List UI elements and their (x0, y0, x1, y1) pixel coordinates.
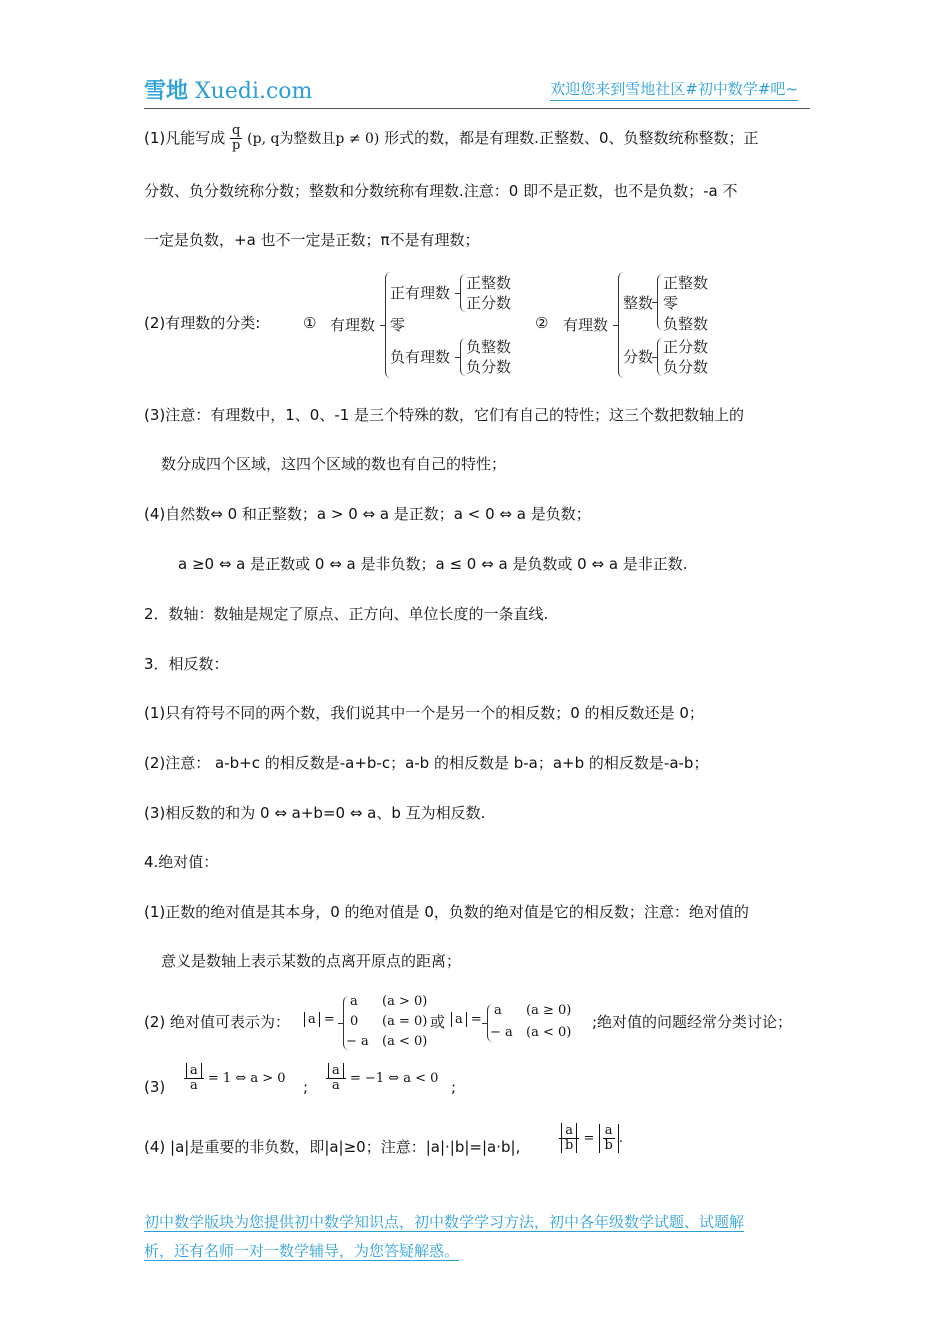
tree2-int: 整数 (623, 294, 654, 312)
section-4-line-1a: (1)正数的绝对值是其本身，0 的绝对值是 0，负数的绝对值是它的相反数；注意：绝对值的 (144, 903, 749, 921)
frac2-num: a (328, 1063, 344, 1078)
tree1-neg: 负有理数 (390, 348, 451, 366)
id-eq: = (583, 1131, 595, 1146)
tree2-frac: 分数 (623, 348, 654, 366)
abs-over-a-2 (326, 1064, 438, 1093)
brand-en: Xuedi.com (195, 79, 313, 104)
section-4-line-1b: 意义是数轴上表示某数的点离开原点的距离； (161, 952, 462, 970)
classification-label: (2)有理数的分类: (144, 314, 261, 332)
abs-a-2: a (451, 1012, 467, 1027)
frac-num: q (232, 123, 241, 138)
para-1-line-2: 分数、负分数统称分数；整数和分数统称有理数.注意：0 即不是正数，也不是负数；-a 不 (144, 182, 738, 200)
circled-1: ① (303, 314, 317, 332)
id-rhs-num: a (603, 1124, 615, 1139)
abs-def-lhs-2 (451, 1012, 482, 1027)
case-2-val: 0 (350, 1014, 359, 1029)
classification-tree-2 (563, 270, 763, 382)
p1-text-a: (1)凡能写成 (144, 129, 226, 147)
item-4-text: (4) |a|是重要的非负数，即|a|≥0；注意：|a|·|b|=|a·b|, (144, 1138, 521, 1156)
case-1 (350, 994, 428, 1009)
case-1-val: a (350, 994, 358, 1009)
end-semicolon: ; (451, 1078, 457, 1096)
classification-tree-1 (330, 270, 530, 382)
tree1-pos-int: 正整数 (466, 274, 512, 292)
abs-def-lhs-1 (304, 1012, 335, 1027)
frac2-den: a (332, 1078, 340, 1093)
id-rhs-den: b (604, 1138, 613, 1153)
brand-cn: 雪地 (144, 78, 189, 104)
para-1-line-3: 一定是负数，+a 也不一定是正数；π不是有理数； (144, 231, 480, 249)
tree1-pos-frac: 正分数 (466, 294, 512, 312)
tree2-root: 有理数 (563, 316, 609, 334)
eq-2: = (470, 1012, 482, 1027)
frac1-den: a (190, 1078, 198, 1093)
tree2-neg-int: 负整数 (663, 315, 709, 333)
p1-condition: (p, q为整数且p ≠ 0) (247, 131, 380, 147)
case-3-val: − a (346, 1034, 369, 1049)
frac1-num: a (186, 1063, 202, 1078)
para-4-line-1: (4)自然数⇔ 0 和正整数；a > 0 ⇔ a 是正数；a < 0 ⇔ a 是负数； (144, 505, 591, 523)
section-3-line-3: (3)相反数的和为 0 ⇔ a+b=0 ⇔ a、b 互为相反数. (144, 804, 486, 822)
case-5-cond: (a < 0) (526, 1025, 572, 1040)
section-2-number-line: 2．数轴：数轴是规定了原点、正方向、单位长度的一条直线. (144, 605, 549, 623)
section-3-line-2: (2)注意： a-b+c 的相反数是-a+b-c；a-b 的相反数是 b-a；a+b 的相反数是-a-b； (144, 754, 709, 772)
case-5-val: − a (490, 1025, 513, 1040)
tree1-root: 有理数 (330, 316, 376, 334)
para-3-line-1: (3)注意：有理数中，1、0、-1 是三个特殊的数，它们有自己的特性；这三个数把数轴上的 (144, 406, 745, 424)
case-5 (490, 1025, 572, 1040)
case-2-cond: (a = 0) (382, 1014, 428, 1029)
sep-semicolon: ; (303, 1078, 309, 1096)
item-3-label: (3) (144, 1078, 166, 1096)
page-header (144, 72, 810, 109)
case-3-cond: (a < 0) (382, 1034, 428, 1049)
tree2-neg-frac: 负分数 (663, 358, 709, 376)
id-end: . (618, 1131, 623, 1146)
eq-1: = (323, 1012, 335, 1027)
fraction-q-over-p (230, 124, 242, 153)
abs-def-label: (2) 绝对值可表示为： (144, 1013, 291, 1031)
case-4-val: a (494, 1003, 502, 1018)
tree1-neg-frac: 负分数 (466, 358, 512, 376)
section-4-title: 4.绝对值： (144, 853, 219, 871)
abs-def-tail: ;绝对值的问题经常分类讨论； (592, 1013, 793, 1031)
frac1-rhs: = 1 ⇔ a > 0 (207, 1071, 286, 1086)
id-num-a: a (561, 1123, 577, 1138)
case-4 (494, 1003, 572, 1018)
frac2-rhs: = −1 ⇔ a < 0 (349, 1071, 439, 1086)
abs-a-1: a (304, 1012, 320, 1027)
abs-over-a-1 (184, 1064, 286, 1093)
footer-promo[interactable] (144, 1208, 810, 1266)
tree2-pos-frac: 正分数 (663, 338, 709, 356)
tree1-pos: 正有理数 (390, 284, 451, 302)
footer-line-1[interactable] (144, 1208, 810, 1237)
section-3-title: 3．相反数： (144, 655, 229, 673)
para-3-line-2: 数分成四个区域，这四个区域的数也有自己的特性； (161, 455, 507, 473)
section-3-line-1: (1)只有符号不同的两个数，我们说其中一个是另一个的相反数；0 的相反数还是 0； (144, 704, 704, 722)
case-3 (346, 1034, 428, 1049)
tree2-zero: 零 (663, 294, 679, 312)
tree1-zero: 零 (390, 316, 406, 334)
id-den-b: b (561, 1138, 577, 1153)
tree2-pos-int: 正整数 (663, 274, 709, 292)
para-4-line-2: a ≥0 ⇔ a 是正数或 0 ⇔ a 是非负数；a ≤ 0 ⇔ a 是负数或 0 ⇔ a 是非正数. (178, 555, 688, 573)
para-1-line-1 (144, 124, 759, 153)
case-1-cond: (a > 0) (382, 994, 428, 1009)
footer-text-2[interactable]: 析，还有名师一对一数学辅导，为您答疑解惑。 (144, 1242, 460, 1260)
frac-den: p (232, 138, 241, 153)
or-word: 或 (430, 1013, 446, 1031)
tree1-neg-int: 负整数 (466, 338, 512, 356)
footer-text-1[interactable]: 初中数学版块为您提供初中数学知识点，初中数学学习方法，初中各年级数学试题、试题解 (144, 1213, 745, 1231)
site-logo[interactable] (144, 74, 312, 105)
welcome-link[interactable]: 欢迎您来到雪地社区#初中数学#吧~ (550, 78, 798, 101)
case-4-cond: (a ≥ 0) (526, 1003, 572, 1018)
abs-frac-identity (559, 1124, 623, 1153)
p1-text-b: 形式的数，都是有理数.正整数、0、负整数统称整数；正 (384, 129, 759, 147)
circled-2: ② (535, 314, 549, 332)
footer-line-2[interactable] (144, 1237, 810, 1266)
case-2 (350, 1014, 428, 1029)
